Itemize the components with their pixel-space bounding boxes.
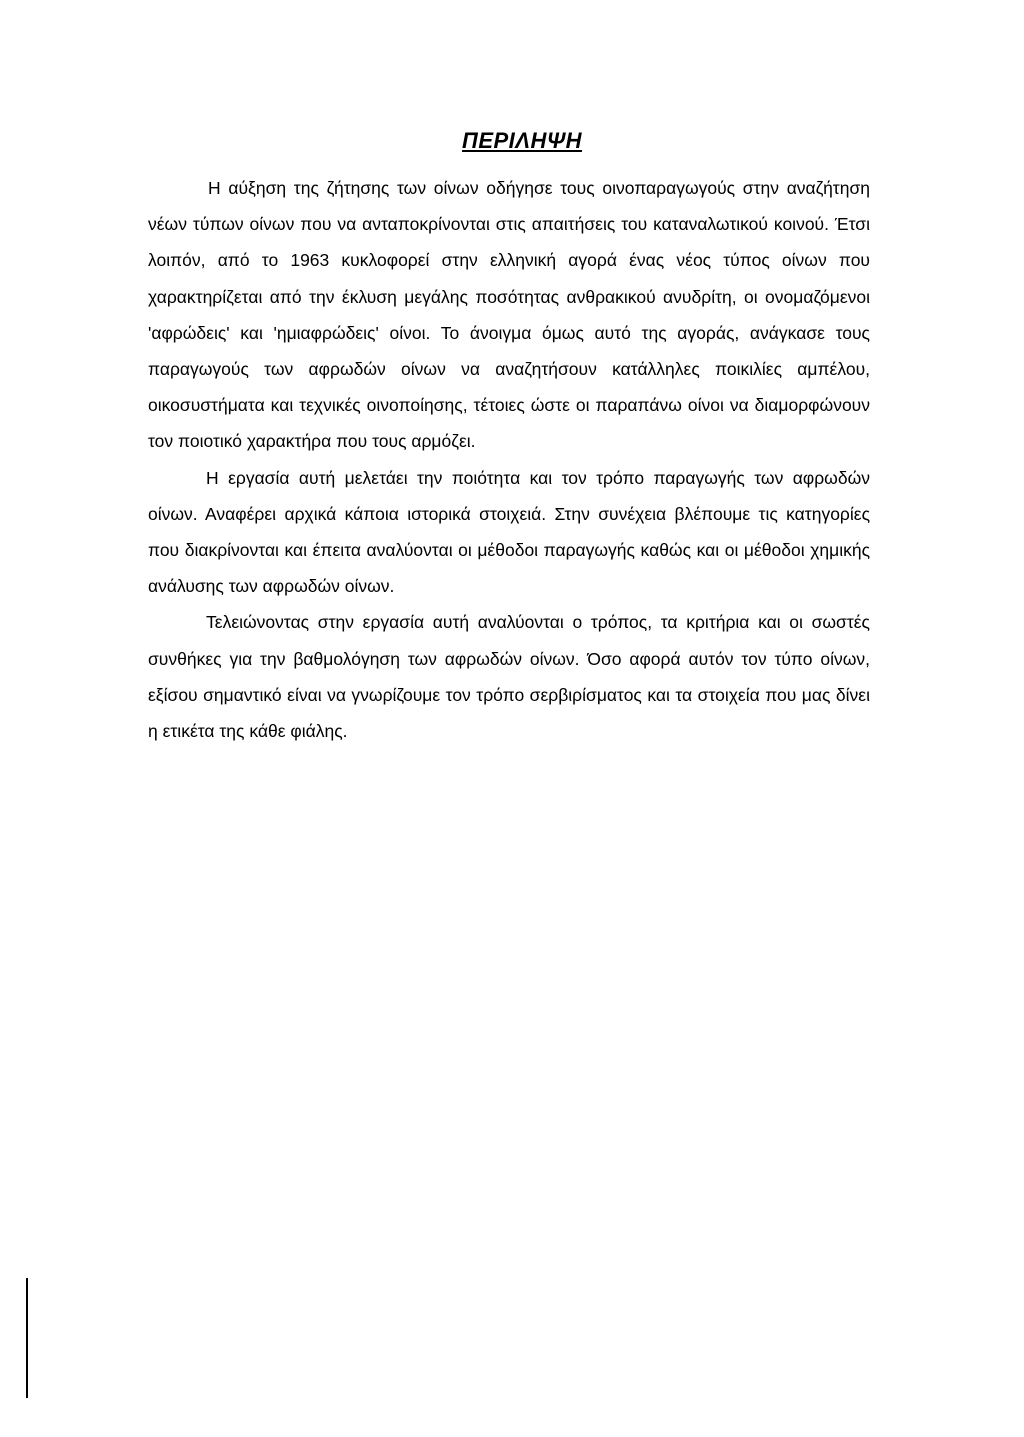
paragraph-3: Τελειώνοντας στην εργασία αυτή αναλύονται ο τρόπος, τα κριτήρια και οι σωστές συνθήκες για την βαθμολόγηση των αφρωδών οίνων. Όσο αφορά αυτόν τον τύπο οίνων, εξίσου σημαντικό είναι να γνωρίζουμε τον τρόπο σερβιρίσματος και τα στοιχεία που μας δίνει η ετικέτα της κάθε φιάλης. <box>148 612 870 742</box>
page-title: ΠΕΡΙΛΗΨΗ <box>462 128 582 153</box>
paragraph-2: Η εργασία αυτή μελετάει την ποιότητα και τον τρόπο παραγωγής των αφρωδών οίνων. Αναφέρει αρχικά κάποια ιστορικά στοιχειά. Στην συνέχεια βλέπουμε τις κατηγορίες που διακρίνονται και έπειτα αναλύονται οι μέθοδοι παραγωγής καθώς και οι μέθοδοι χημικής ανάλυσης των αφρωδών οίνων. <box>148 467 870 597</box>
abstract-body <box>148 170 870 749</box>
margin-rule-line <box>26 1278 28 1398</box>
paragraph-1: Η αύξηση της ζήτησης των οίνων οδήγησε τους οινοπαραγωγούς στην αναζήτηση νέων τύπων οίνων που να ανταποκρίνονται στις απαιτήσεις του καταναλωτικού κοινού. Έτσι λοιπόν, από το 1963 κυκλοφορεί στην ελληνική αγορά ένας νέος τύπος οίνων που χαρακτηρίζεται από την έκλυση μεγάλης ποσότητας ανθρακικού ανυδρίτη, οι ονομαζόμενοι 'αφρώδεις' και 'ημιαφρώδεις' οίνοι. Το άνοιγμα όμως αυτό της αγοράς, ανάγκασε τους παραγωγούς των αφρωδών οίνων να αναζητήσουν κατάλληλες ποικιλίες αμπέλου, οικοσυστήματα και τεχνικές οινοποίησης, τέτοιες ώστε οι παραπάνω οίνοι να διαμορφώνουν τον ποιοτικό χαρακτήρα που τους αρμόζει. <box>148 178 870 452</box>
